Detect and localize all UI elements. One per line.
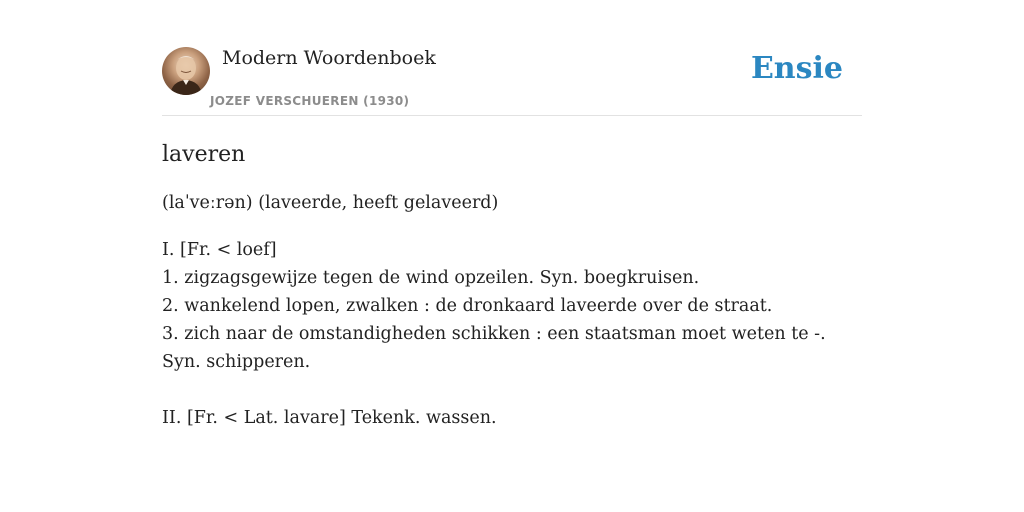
- definition-line: 1. zigzagsgewijze tegen de wind opzeilen. Syn. boegkruisen.: [162, 268, 700, 288]
- dictionary-author: JOZEF VERSCHUEREN (1930): [210, 94, 410, 108]
- definition-line: 2. wankelend lopen, zwalken : de dronkaard laveerde over de straat.: [162, 296, 773, 316]
- definition-line: 3. zich naar de omstandigheden schikken : een staatsman moet weten te -. Syn. schipperen.: [162, 324, 826, 372]
- entry-definition: [162, 236, 862, 432]
- sense-two-line: II. [Fr. < Lat. lavare] Tekenk. wassen.: [162, 408, 497, 428]
- portrait-icon: [162, 47, 210, 95]
- ensie-logo-link[interactable]: Ensie: [750, 51, 843, 86]
- dictionary-title[interactable]: Modern Woordenboek: [222, 47, 436, 69]
- author-portrait-avatar[interactable]: [162, 47, 210, 95]
- sense-separator: [162, 376, 862, 404]
- entry-pronunciation: (laˈveːrən) (laveerde, heeft gelaveerd): [162, 193, 499, 213]
- dictionary-entry: [162, 140, 862, 432]
- dictionary-header: [162, 46, 862, 116]
- sense-one-etymology: I. [Fr. < loef]: [162, 240, 277, 260]
- entry-headword: laveren: [162, 142, 246, 167]
